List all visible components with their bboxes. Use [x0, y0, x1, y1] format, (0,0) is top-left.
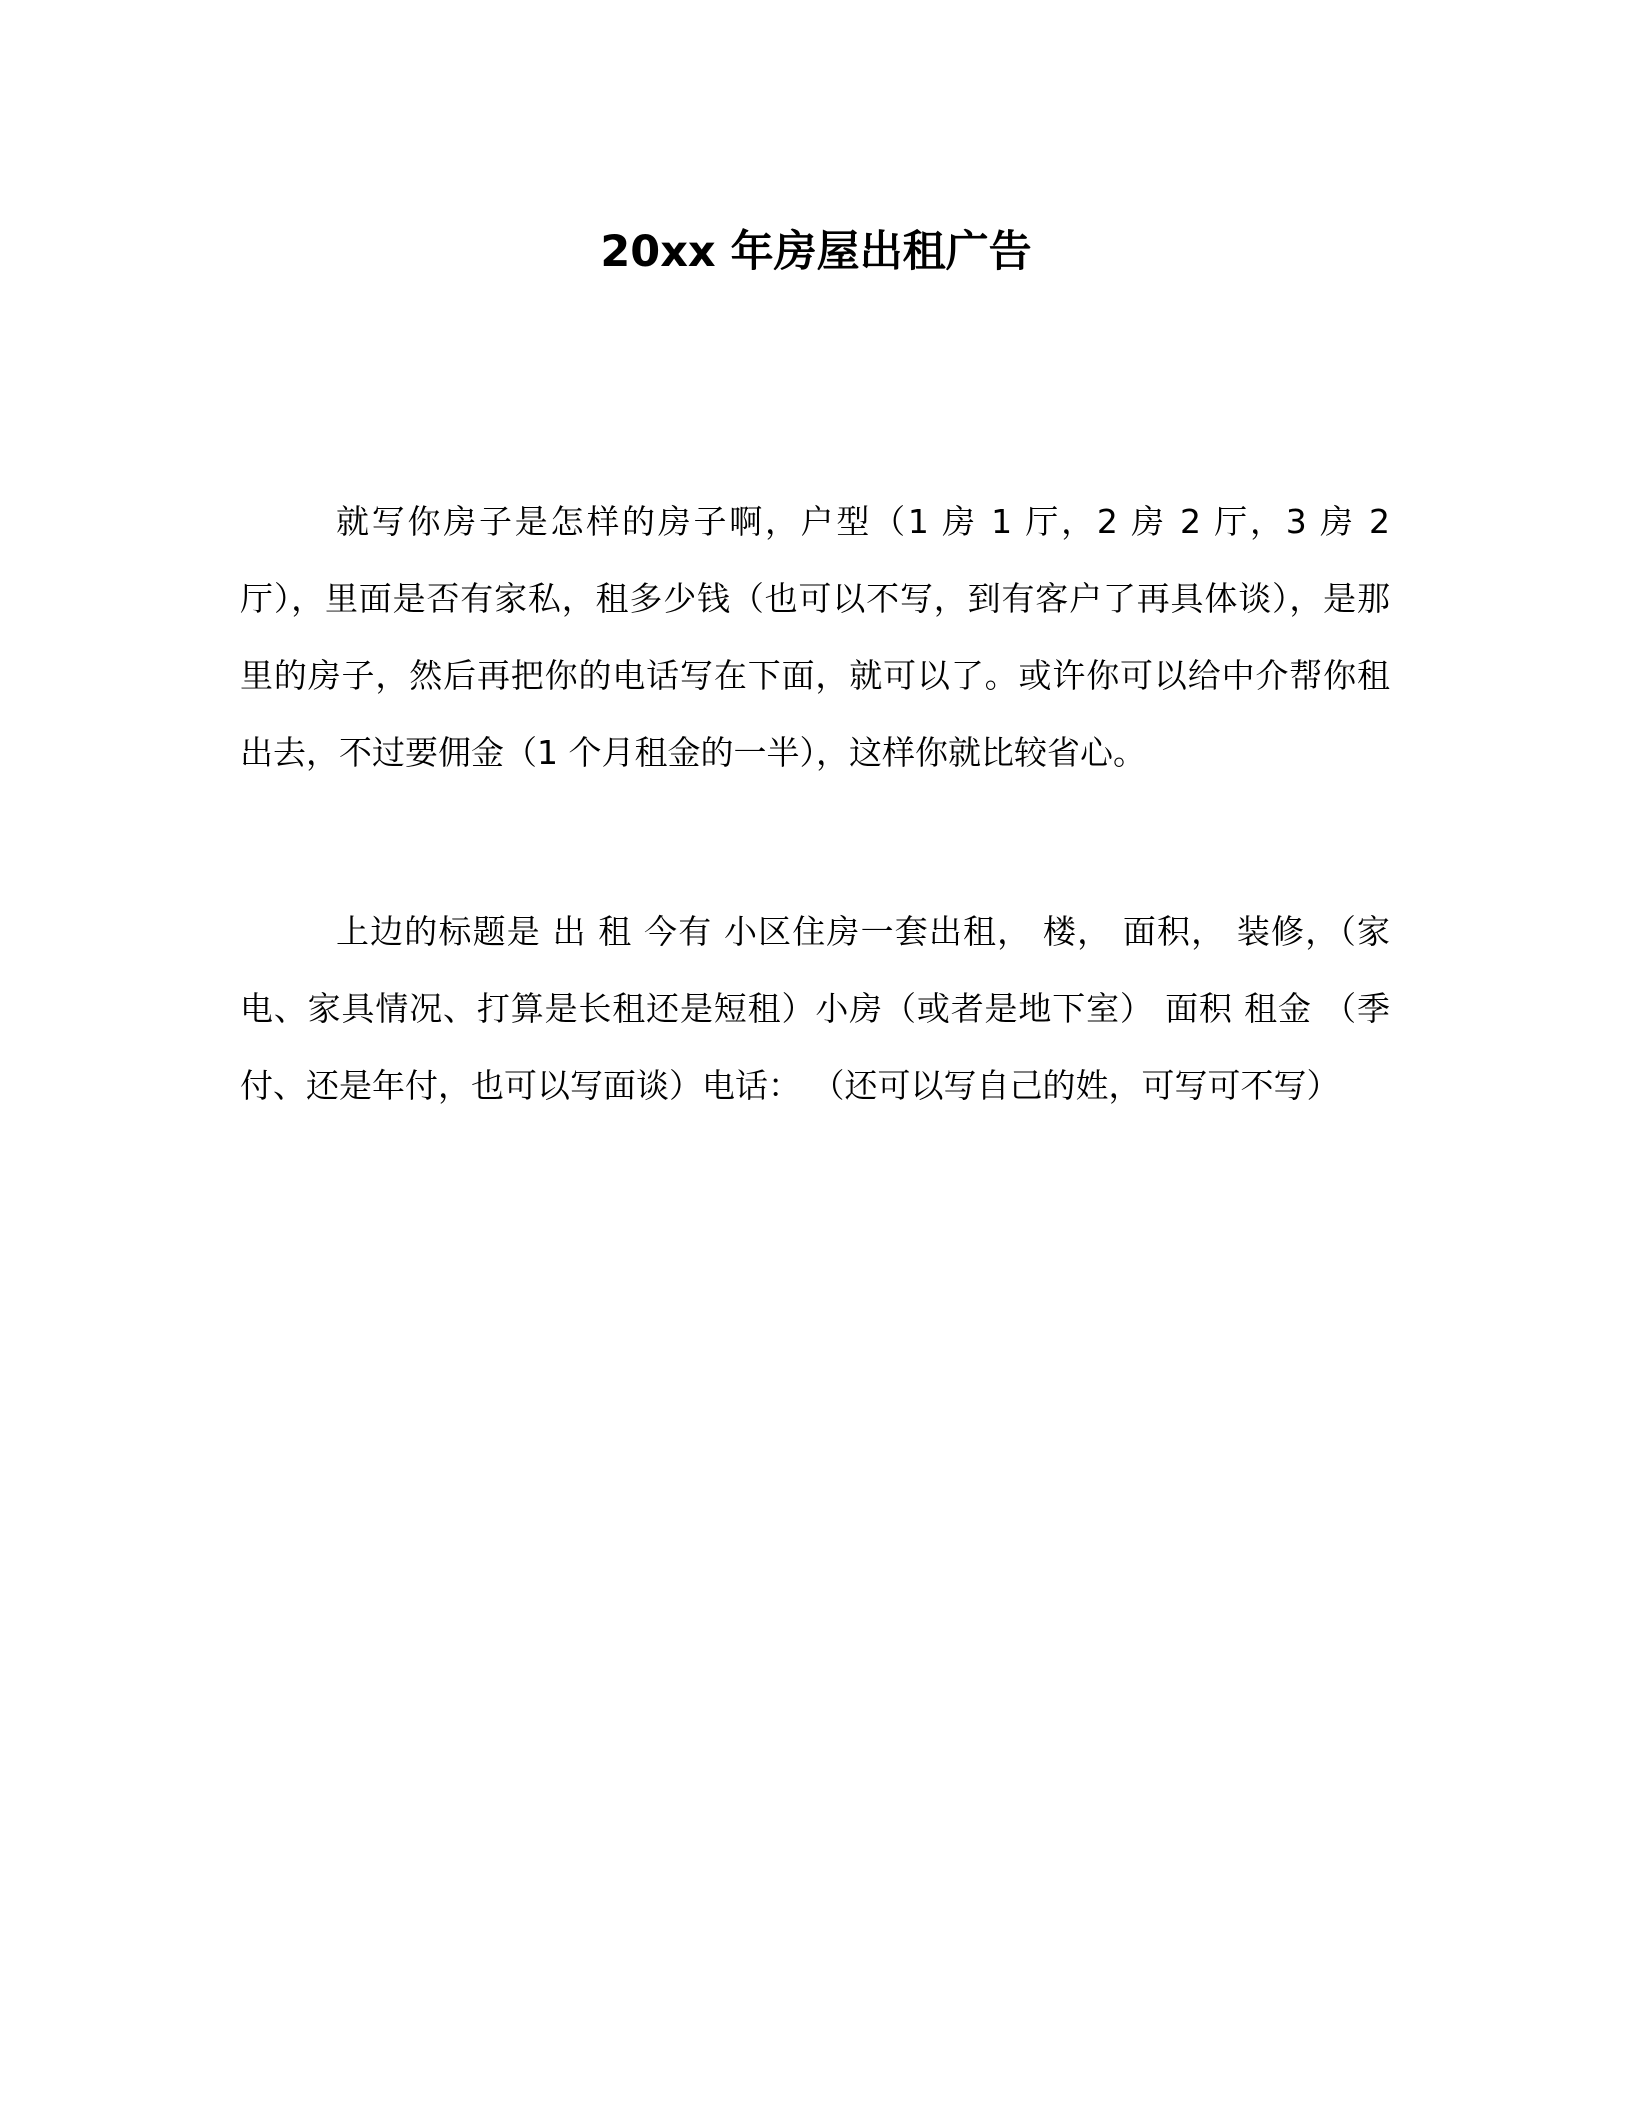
body-paragraph-2: 上边的标题是 出 租 今有 小区住房一套出租， 楼， 面积， 装修，（家电、家具情况、打算是长租还是短租）小房（或者是地下室） 面积 租金 （季付、还是年付，也可以写面谈）电话： （还可以写自己的姓，可写可不写）: [240, 912, 1390, 1105]
document-title: 20xx 年房屋出租广告: [600, 227, 1032, 277]
body-paragraph-1: 就写你房子是怎样的房子啊，户型（1 房 1 厅，2 房 2 厅，3 房 2 厅），里面是否有家私，租多少钱（也可以不写，到有客户了再具体谈），是那里的房子，然后再把你的电话写在下面，就可以了。或许你可以给中介帮你租出去，不过要佣金（1 个月租金的一半），这样你就比较省心。: [240, 502, 1390, 772]
